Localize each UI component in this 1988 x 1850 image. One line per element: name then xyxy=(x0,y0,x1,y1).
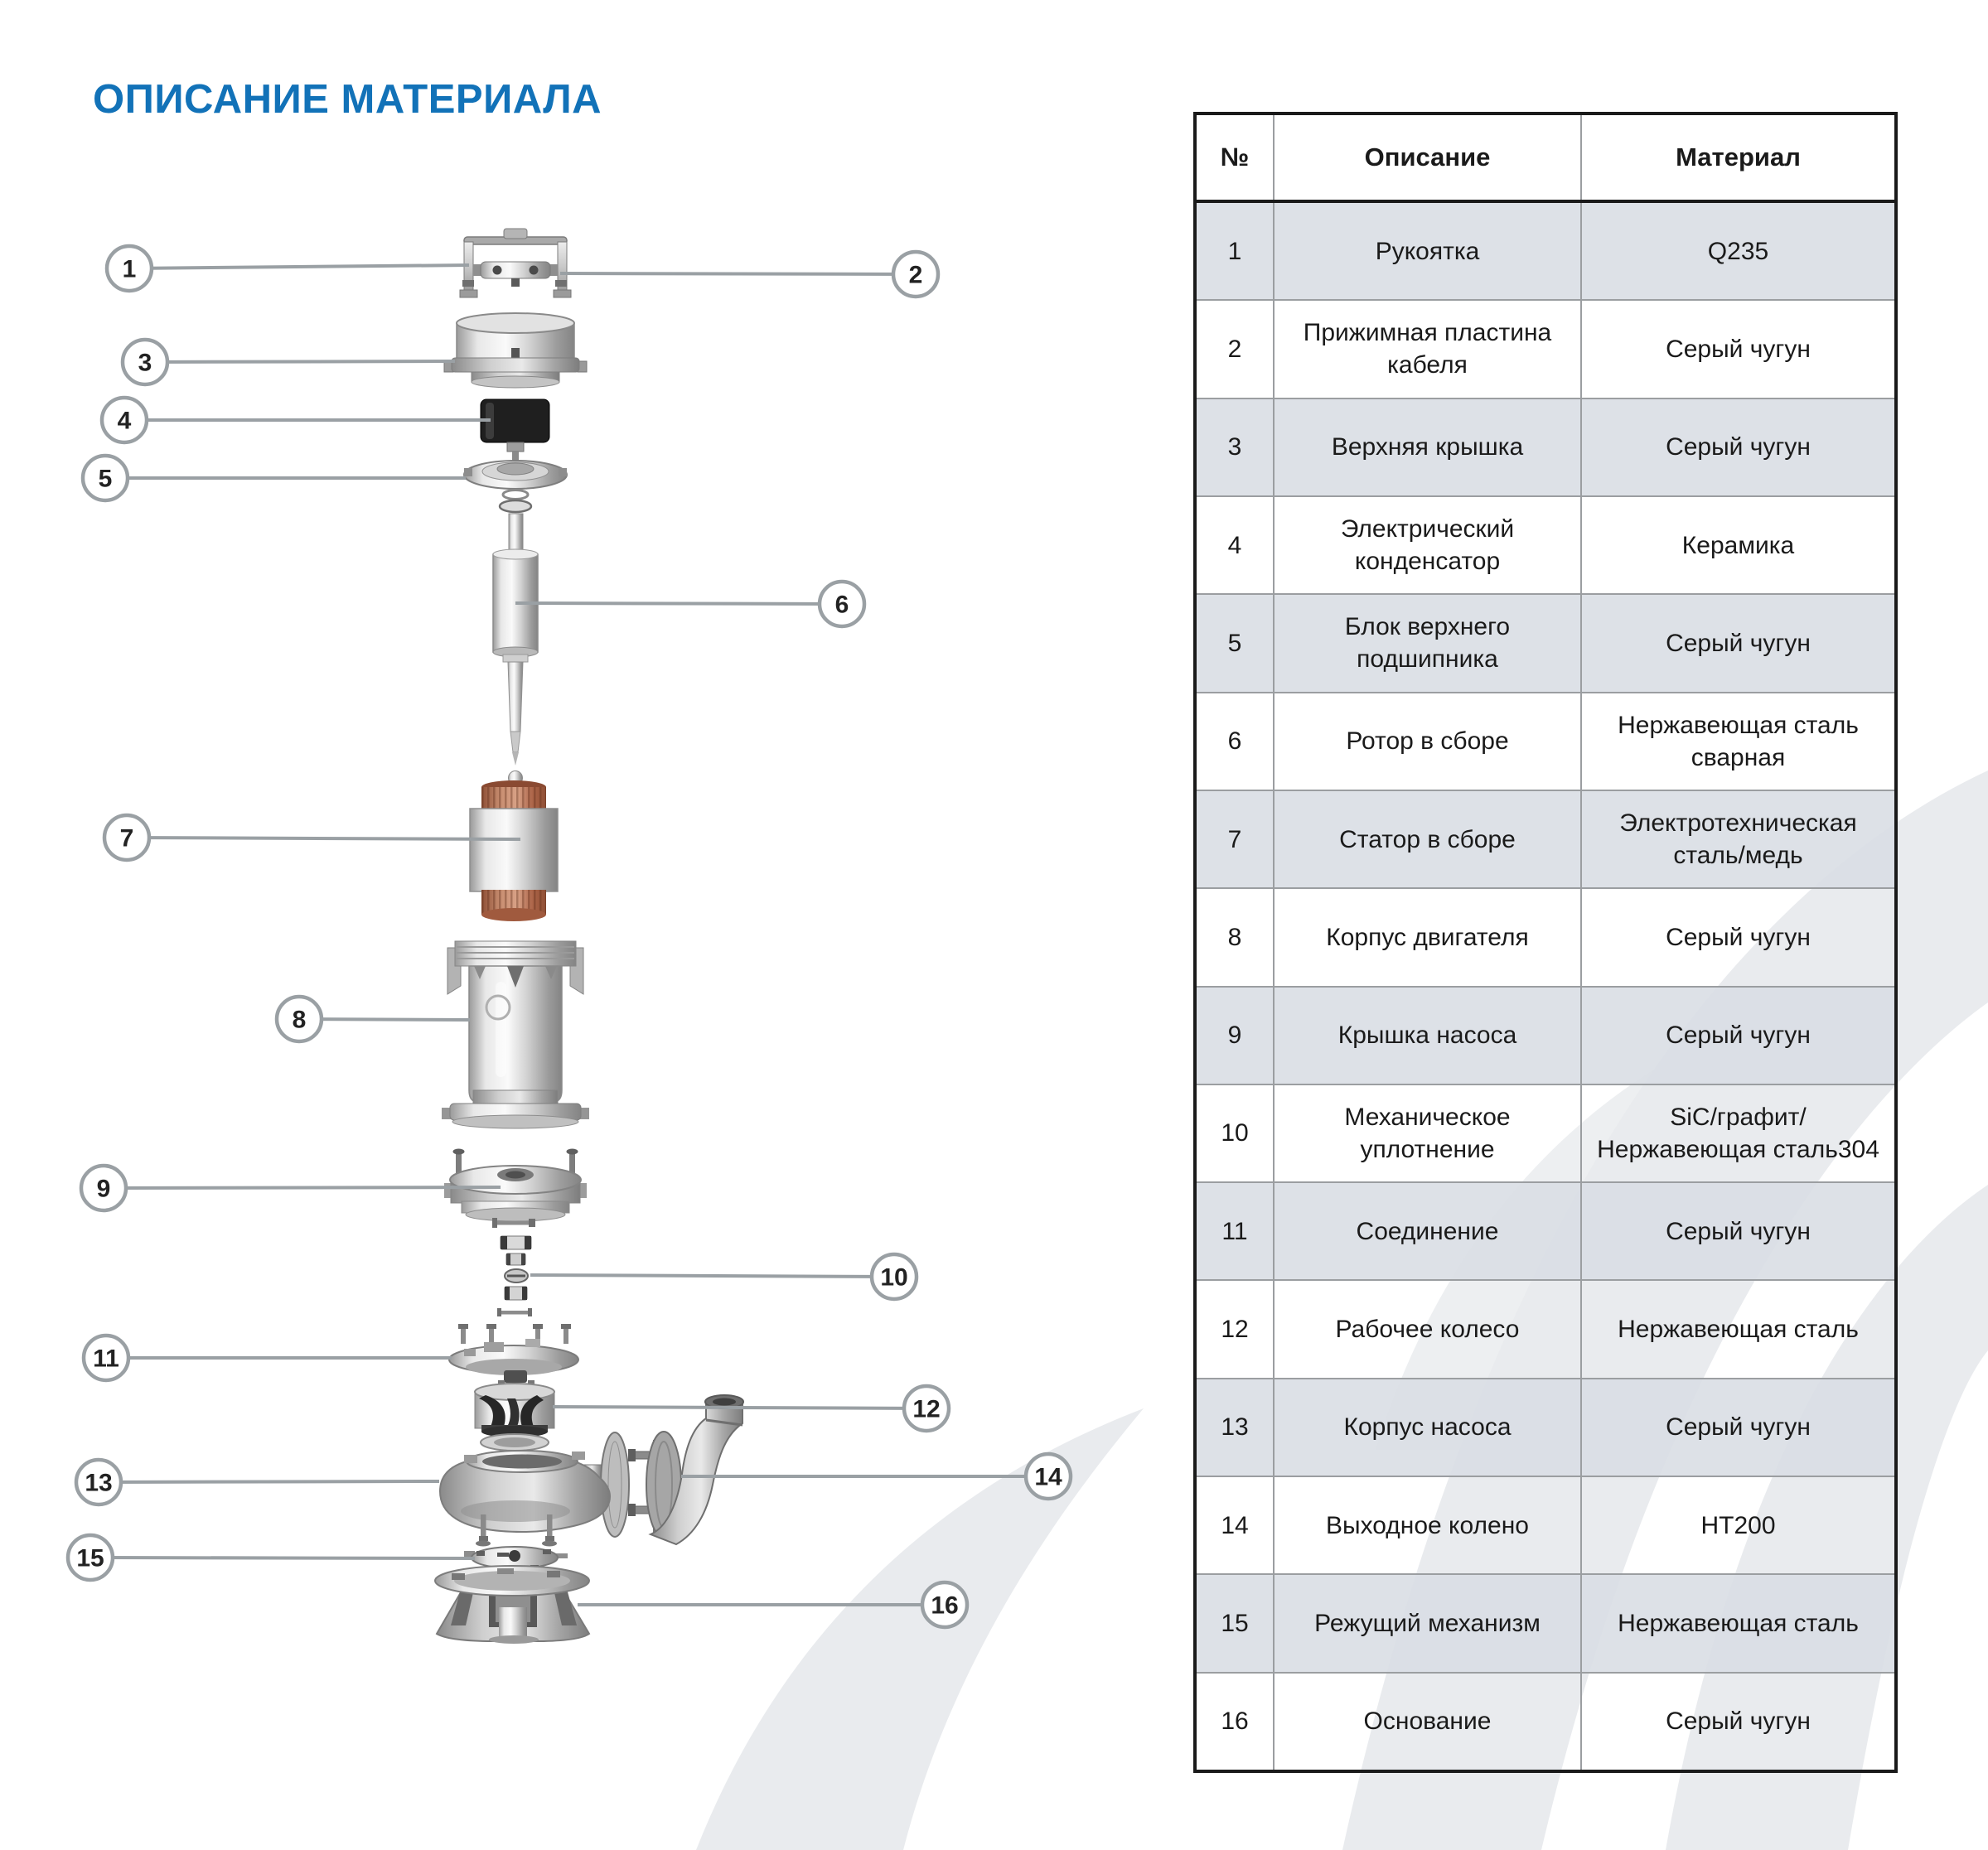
callout-4 xyxy=(102,398,491,442)
row-description: Прижимная пластина кабеля xyxy=(1275,301,1582,397)
table-row xyxy=(1197,1476,1894,1573)
table-body xyxy=(1197,203,1894,1770)
svg-text:13: 13 xyxy=(85,1469,113,1497)
row-number: 7 xyxy=(1197,791,1275,887)
table-row xyxy=(1197,1181,1894,1279)
row-description: Режущий механизм xyxy=(1275,1575,1582,1671)
row-material: Нержавеющая сталь сварная xyxy=(1618,711,1859,771)
table-row xyxy=(1197,692,1894,790)
svg-text:15: 15 xyxy=(76,1544,104,1572)
row-description: Рабочее колесо xyxy=(1275,1281,1582,1377)
part-rotor xyxy=(493,514,538,785)
svg-text:3: 3 xyxy=(138,349,152,377)
callout-8 xyxy=(277,997,470,1041)
callout-2 xyxy=(560,252,938,297)
row-number: 11 xyxy=(1197,1183,1275,1279)
part-handle-cable-clamp xyxy=(460,229,571,297)
row-material: Серый чугун xyxy=(1666,1022,1811,1050)
row-material: Серый чугун xyxy=(1666,1413,1811,1442)
row-number: 3 xyxy=(1197,399,1275,495)
svg-text:14: 14 xyxy=(1034,1463,1062,1491)
row-description: Статор в сборе xyxy=(1275,791,1582,887)
table-row xyxy=(1197,593,1894,691)
callout-3 xyxy=(123,340,455,384)
row-material: Нержавеющая сталь xyxy=(1618,1610,1859,1638)
row-material: Q235 xyxy=(1707,237,1769,265)
callout-10 xyxy=(530,1254,917,1299)
row-description: Механическое уплотнение xyxy=(1275,1085,1582,1181)
table-row xyxy=(1197,203,1894,299)
part-top-cover xyxy=(444,313,587,388)
part-pump-cover xyxy=(444,1149,587,1222)
part-stator xyxy=(470,780,558,921)
table-row xyxy=(1197,299,1894,397)
callout-1 xyxy=(107,246,469,291)
row-description: Ротор в сборе xyxy=(1275,693,1582,790)
row-material: Серый чугун xyxy=(1666,1708,1811,1736)
row-number: 1 xyxy=(1197,203,1275,299)
table-row xyxy=(1197,986,1894,1084)
callout-13 xyxy=(76,1460,439,1505)
svg-text:9: 9 xyxy=(96,1175,111,1203)
table-row xyxy=(1197,1279,1894,1377)
row-material: Серый чугун xyxy=(1666,433,1811,461)
row-material: Керамика xyxy=(1681,531,1795,559)
part-upper-bearing-block xyxy=(464,461,567,512)
svg-text:1: 1 xyxy=(122,255,137,283)
callout-15 xyxy=(68,1535,475,1580)
part-motor-housing xyxy=(442,941,589,1128)
row-material: Серый чугун xyxy=(1666,923,1811,951)
row-number: 5 xyxy=(1197,595,1275,691)
materials-table xyxy=(1193,112,1898,1773)
row-description: Рукоятка xyxy=(1275,203,1582,299)
row-number: 9 xyxy=(1197,988,1275,1084)
column-header-description: Описание xyxy=(1275,115,1582,200)
callout-14 xyxy=(681,1454,1071,1499)
row-material: HT200 xyxy=(1700,1511,1776,1539)
table-row xyxy=(1197,1573,1894,1671)
row-number: 8 xyxy=(1197,889,1275,985)
row-material: Серый чугун xyxy=(1666,335,1811,363)
svg-text:5: 5 xyxy=(98,465,113,493)
table-row xyxy=(1197,398,1894,495)
part-outlet-elbow xyxy=(628,1395,743,1544)
column-header-number: № xyxy=(1197,115,1275,200)
callout-7 xyxy=(104,815,520,860)
callout-5 xyxy=(83,456,466,500)
row-material: Серый чугун xyxy=(1666,1217,1811,1245)
part-capacitor xyxy=(481,399,549,461)
table-row xyxy=(1197,887,1894,985)
row-number: 14 xyxy=(1197,1477,1275,1573)
row-material: Электротехническая сталь/медь xyxy=(1619,809,1857,870)
svg-text:8: 8 xyxy=(292,1006,307,1034)
row-number: 16 xyxy=(1197,1674,1275,1770)
callout-16 xyxy=(578,1582,967,1627)
table-header xyxy=(1197,115,1894,203)
row-description: Основание xyxy=(1275,1674,1582,1770)
row-description: Корпус двигателя xyxy=(1275,889,1582,985)
part-coupling xyxy=(449,1324,578,1383)
row-description: Выходное колено xyxy=(1275,1477,1582,1573)
row-number: 2 xyxy=(1197,301,1275,397)
part-mechanical-seal xyxy=(492,1218,535,1316)
row-number: 6 xyxy=(1197,693,1275,790)
row-description: Корпус насоса xyxy=(1275,1379,1582,1476)
callout-9 xyxy=(81,1166,501,1210)
svg-text:11: 11 xyxy=(93,1345,119,1373)
table-row xyxy=(1197,1084,1894,1181)
page-title: ОПИСАНИЕ МАТЕРИАЛА xyxy=(93,77,602,122)
svg-text:2: 2 xyxy=(908,261,923,289)
table-row xyxy=(1197,1378,1894,1476)
row-description: Блок верхнего подшипника xyxy=(1275,595,1582,691)
table-row xyxy=(1197,790,1894,887)
row-description: Крышка насоса xyxy=(1275,988,1582,1084)
column-header-material: Материал xyxy=(1676,142,1801,171)
svg-text:12: 12 xyxy=(912,1395,941,1423)
svg-text:10: 10 xyxy=(880,1263,908,1292)
svg-text:6: 6 xyxy=(834,591,849,619)
svg-text:16: 16 xyxy=(931,1592,959,1620)
row-material: SiC/графит/ Нержавеющая сталь304 xyxy=(1597,1103,1879,1163)
row-number: 12 xyxy=(1197,1281,1275,1377)
part-base xyxy=(435,1566,589,1644)
callout-12 xyxy=(553,1386,949,1431)
row-material: Серый чугун xyxy=(1666,629,1811,657)
row-number: 13 xyxy=(1197,1379,1275,1476)
callout-6 xyxy=(515,582,864,626)
svg-text:7: 7 xyxy=(119,824,134,853)
row-number: 4 xyxy=(1197,497,1275,593)
part-impeller xyxy=(475,1380,554,1451)
callout-11 xyxy=(84,1336,452,1380)
row-description: Верхняя крышка xyxy=(1275,399,1582,495)
row-material: Нержавеющая сталь xyxy=(1618,1316,1859,1344)
row-description: Электрический конденсатор xyxy=(1275,497,1582,593)
row-number: 10 xyxy=(1197,1085,1275,1181)
row-number: 15 xyxy=(1197,1575,1275,1671)
svg-text:4: 4 xyxy=(117,407,132,435)
table-row xyxy=(1197,495,1894,593)
table-row xyxy=(1197,1672,1894,1770)
row-description: Соединение xyxy=(1275,1183,1582,1279)
